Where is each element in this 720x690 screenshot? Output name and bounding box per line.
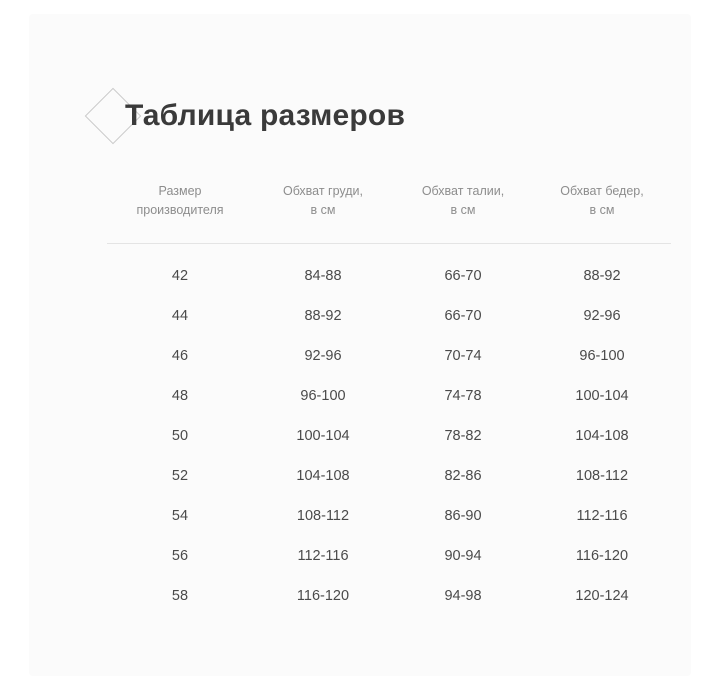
table-row [107,416,671,456]
cell-waist: 66-70 [444,307,482,324]
cell-waist: 82-86 [444,467,482,484]
table-row [107,376,671,416]
column-header-line2: в см [310,203,336,218]
column-header-manufacturer-size [107,182,253,243]
cell-size: 50 [171,427,189,444]
column-header-waist [393,182,533,243]
column-header-hips [533,182,671,243]
cell-hips: 92-96 [583,307,621,324]
cell-waist: 78-82 [444,427,482,444]
table-row [107,243,671,296]
cell-hips: 120-124 [575,587,629,604]
cell-waist: 94-98 [444,587,482,604]
cell-chest: 104-108 [296,467,350,484]
column-header-line1: Размер [158,184,202,198]
column-header-chest [253,182,393,243]
cell-hips: 108-112 [575,467,629,484]
column-header-line2: в см [450,203,476,218]
cell-hips: 116-120 [575,547,629,564]
cell-waist: 74-78 [444,387,482,404]
cell-size: 42 [171,267,189,284]
table-row [107,536,671,576]
table-header [107,182,671,243]
cell-hips: 100-104 [575,387,629,404]
cell-chest: 88-92 [304,307,342,324]
cell-chest: 92-96 [304,347,342,364]
cell-waist: 66-70 [444,267,482,284]
size-table [107,182,671,616]
size-chart-card [29,14,691,676]
table-row [107,296,671,336]
cell-chest: 116-120 [296,587,350,604]
column-header-line1: Обхват груди, [282,184,364,198]
cell-waist: 90-94 [444,547,482,564]
cell-hips: 112-116 [576,507,628,524]
cell-size: 54 [171,507,189,524]
column-header-line1: Обхват бедер, [560,184,644,198]
cell-size: 48 [171,387,189,404]
cell-hips: 88-92 [583,267,621,284]
page-header [93,86,405,146]
cell-chest: 112-116 [297,547,349,564]
cell-chest: 100-104 [296,427,350,444]
table-row [107,496,671,536]
table-row [107,456,671,496]
table-body [107,243,671,616]
cell-chest: 108-112 [296,507,350,524]
cell-waist: 70-74 [444,347,482,364]
page-title: Таблица размеров [125,99,406,132]
column-header-line2: в см [589,203,615,218]
cell-chest: 84-88 [304,267,342,284]
table-header-row [107,182,671,243]
cell-size: 44 [171,307,189,324]
column-header-line1: Обхват талии, [421,184,505,198]
column-header-line2: производителя [136,203,224,218]
cell-size: 52 [171,467,189,484]
cell-hips: 104-108 [575,427,629,444]
cell-size: 46 [171,347,189,364]
cell-waist: 86-90 [444,507,482,524]
cell-size: 58 [171,587,189,604]
cell-size: 56 [171,547,189,564]
table-row [107,576,671,616]
table-row [107,336,671,376]
cell-chest: 96-100 [300,387,346,404]
cell-hips: 96-100 [579,347,625,364]
